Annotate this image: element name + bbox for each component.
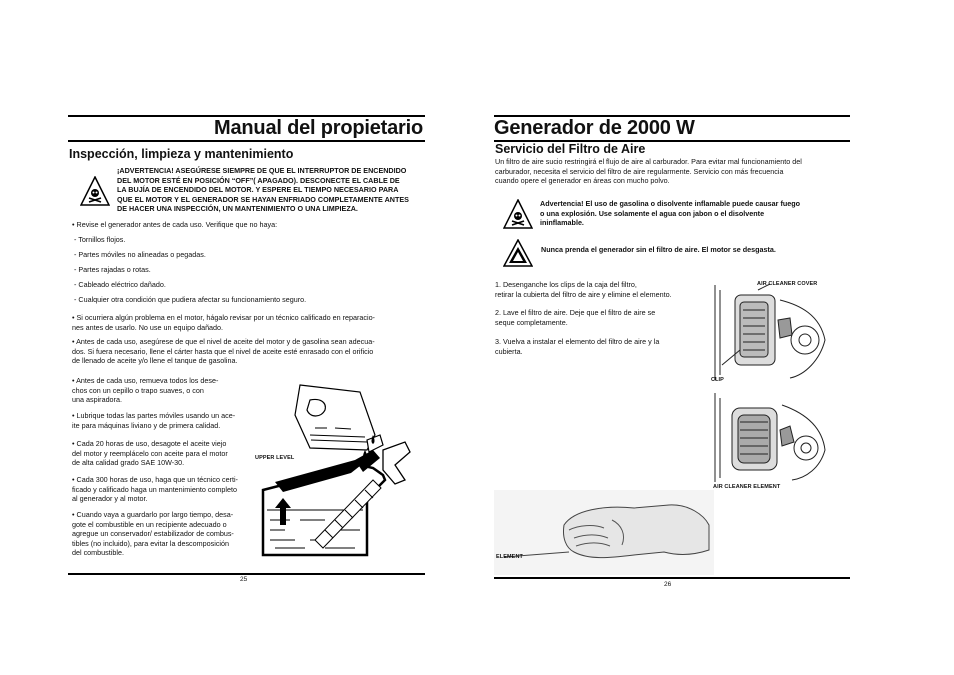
clip-label: CLIP [711, 377, 724, 383]
upper-level-label: UPPER LEVEL [255, 455, 295, 461]
air-cleaner-element-illustration [710, 390, 830, 485]
para-line: • Cada 20 horas de uso, desagote el aceite viejo [72, 439, 227, 448]
para-line: • Si ocurriera algún problema en el motor, hágalo revisar por un técnico calificado en reparacio- [72, 313, 375, 322]
air-cleaner-cover-illustration [710, 280, 830, 385]
oil-fill-illustration [255, 380, 425, 570]
para-line: tibles (no incluido), para evitar la descomposición [72, 538, 230, 548]
warning-line: DEL MOTOR ESTÉ EN POSICIÓN “OFF”( APAGADO). DESCONECTE EL CABLE DE [117, 175, 400, 185]
intro-line: carburador, necesita el servicio del filtro de aire regularmente. Servicio con más frecuencia [495, 166, 784, 176]
para-oil [72, 337, 375, 366]
para-line: chos con un cepillo o trapo suaves, o con [72, 385, 204, 395]
skull-warning-icon [503, 199, 533, 229]
step-3 [495, 337, 659, 356]
left-title-rule [68, 140, 425, 142]
skull-warning-icon [80, 176, 110, 206]
warning-line: o una explosión. Use solamente el agua con jabon o el disolvente [540, 208, 765, 218]
right-warning-never: Nunca prenda el generador sin el filtro de aire. El motor se desgasta. [541, 245, 776, 254]
left-bottom-rule [68, 573, 425, 575]
step-line: seque completamente. [495, 317, 568, 327]
right-page-title: Generador de 2000 W [494, 117, 695, 139]
check-item: - Tornillos flojos. [74, 235, 126, 244]
para-line: • Antes de cada uso, remueva todos los dese- [72, 376, 219, 385]
right-warning-fuel [540, 199, 800, 228]
step-2 [495, 308, 655, 327]
right-intro [495, 157, 802, 186]
intro-line: Un filtro de aire sucio restringirá el flujo de aire al carburador. Para evitar mal funcionamiento del [495, 157, 802, 166]
para-lube [72, 411, 235, 430]
para-line: del motor y reemplácelo con aceite para el motor [72, 448, 228, 458]
step-line: cubierta. [495, 346, 523, 356]
para-line: de alta calidad grado SAE 10W-30. [72, 458, 185, 468]
step-line: 2. Lave el filtro de aire. Deje que el filtro de aire se [495, 308, 656, 317]
para-store [72, 510, 234, 558]
right-bottom-rule [494, 577, 850, 579]
check-item: - Partes móviles no alineadas o pegadas. [74, 250, 206, 259]
para-line: gote el combustible en un recipiente adecuado o [72, 519, 227, 529]
para-line: dos. Si fuera necesario, llene el cárter hasta que el nivel de aceite esté enrasado con el orificio [72, 346, 374, 356]
para-line: del combustible. [72, 548, 124, 558]
check-item: - Cualquier otra condición que pudiera afectar su funcionamiento seguro. [74, 295, 307, 304]
left-page-title: Manual del propietario [214, 117, 423, 139]
para-dust [72, 376, 218, 405]
warning-line: LA BUJÍA DE ENCENDIDO DEL MOTOR. Y ESPERE EL TIEMPO NECESARIO PARA [117, 185, 399, 195]
right-page-number: 26 [664, 581, 672, 588]
para-300h [72, 475, 238, 504]
para-line: • Lubrique todas las partes móviles usando un ace- [72, 411, 236, 420]
step-1 [495, 280, 672, 299]
left-page-number: 25 [240, 576, 248, 583]
air-cleaner-element-label: AIR CLEANER ELEMENT [713, 484, 781, 490]
left-warning-block [117, 166, 409, 214]
para-line: nes antes de usarlo. No use un equipo dañado. [72, 322, 224, 332]
para-line: ite para máquinas liviano y de primera calidad. [72, 420, 221, 430]
step-line: 3. Vuelva a instalar el elemento del filtro de aire y la [495, 337, 660, 346]
warning-line: QUE EL MOTOR Y EL GENERADOR SE HAYAN ENFRIADO COMPLETAMENTE ANTES [117, 194, 409, 204]
check-item: - Cableado eléctrico dañado. [74, 280, 166, 289]
para-line: • Cuando vaya a guardarlo por largo tiempo, desa- [72, 510, 234, 519]
check-intro: • Revise el generador antes de cada uso. Verifique que no haya: [72, 220, 278, 229]
check-item: - Partes rajadas o rotas. [74, 265, 151, 274]
para-problem [72, 313, 375, 332]
warning-line: DE HACER UNA INSPECCIÓN, UN MANTENIMIENTO O UNA LIMPIEZA. [117, 204, 358, 214]
air-cleaner-cover-label: AIR CLEANER COVER [757, 281, 818, 287]
warning-line: ¡ADVERTENCIA! ASEGÚRESE SIEMPRE DE QUE EL INTERRUPTOR DE ENCENDIDO [117, 166, 407, 175]
para-line: agregue un conservador/ estabilizador de combus- [72, 529, 234, 539]
para-line: • Cada 300 horas de uso, haga que un técnico certi- [72, 475, 238, 484]
left-section-heading: Inspección, limpieza y mantenimiento [69, 147, 294, 161]
warning-line: Advertencia! El uso de gasolina o disolvente inflamable puede causar fuego [540, 199, 801, 208]
para-line: de llenado de aceite y/o llene el tanque de gasolina. [72, 356, 238, 366]
step-line: 1. Desenganche los clips de la caja del filtro, [495, 280, 637, 289]
right-section-heading: Servicio del Filtro de Aire [495, 142, 646, 156]
intro-line: cuando opere el generador en áreas con mucho polvo. [495, 176, 670, 186]
para-20h [72, 439, 228, 468]
warning-line: ininflamable. [540, 218, 584, 228]
step-line: retirar la cubierta del filtro de aire y elimine el elemento. [495, 289, 672, 299]
element-label: ELEMENT [496, 554, 523, 560]
hazard-triangle-icon [503, 239, 533, 267]
para-line: al generador y al motor. [72, 494, 148, 504]
para-line: ficado y calificado haga un mantenimiento completo [72, 484, 238, 494]
para-line: una aspiradora. [72, 395, 122, 405]
hand-squeeze-illustration [494, 490, 714, 575]
para-line: • Antes de cada uso, asegúrese de que el nivel de aceite del motor y de gasolina sean adecua- [72, 337, 375, 346]
